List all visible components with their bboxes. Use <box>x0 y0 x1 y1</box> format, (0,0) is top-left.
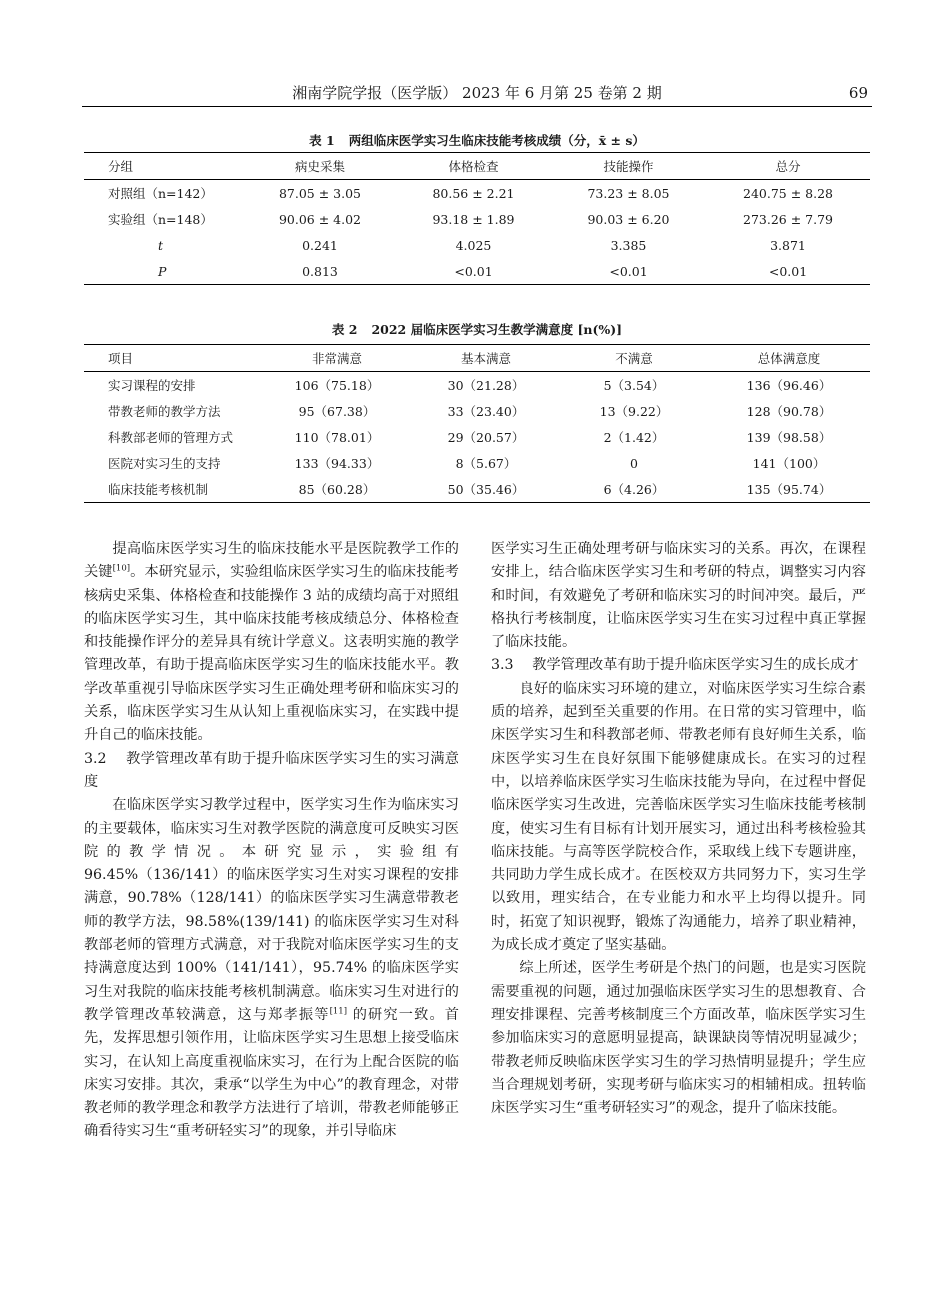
table-cell: 50（35.46） <box>412 476 560 503</box>
table2-header-row <box>84 345 870 372</box>
table2-header-cell: 基本满意 <box>412 345 560 372</box>
table1-header-cell: 分组 <box>84 153 244 180</box>
table-cell: 273.26 ± 7.79 <box>743 211 833 227</box>
table-row <box>84 232 870 258</box>
running-header <box>82 80 872 107</box>
table-cell: 106（75.18） <box>294 378 380 393</box>
table-cell: 医院对实习生的支持 <box>108 456 221 471</box>
table1-header-row <box>84 153 870 180</box>
table-cell: 30（21.28） <box>447 378 525 393</box>
right-column <box>491 538 866 1120</box>
table-cell: 0.241 <box>302 237 338 253</box>
table-cell: 85（60.28） <box>262 476 412 503</box>
table1-header-cell: 病史采集 <box>244 153 396 180</box>
table-cell: 90.06 ± 4.02 <box>278 211 362 227</box>
paragraph: 良好的临床实习环境的建立，对临床医学实习生综合素质的培养，起到至关重要的作用。在日常的实习管理中，临床医学实习生和科教部老师、带教老师有良好师生关系，临床医学实习生在良好氛围下能够健康成长。在实习的过程中，以培养临床医学实习生临床技能为导向，在过程中督促临床医学实习生改进，完善临床医学实习生临床技能考核制度，使实习生有目标有计划开展实习，通过出科考核检验其临床技能。与高等医学院校合作，采取线上线下专题讲座，共同助力学生成长成才。在医校双方共同努力下，实习生学以致用，理实结合，在专业能力和水平上均得以提升。同时，拓宽了知识视野，锻炼了沟通能力，培养了职业精神，为成长成才奠定了坚实基础。 <box>491 680 866 954</box>
table-cell: <0.01 <box>551 258 706 285</box>
table1-header-cell: 总分 <box>706 153 870 180</box>
table2-caption <box>82 320 872 338</box>
citation-ref: [10] <box>112 563 131 574</box>
table-cell: P <box>84 258 244 285</box>
journal-title: 湘南学院学报（医学版） 2023 年 6 月第 25 卷第 2 期 <box>292 84 662 102</box>
table-row <box>84 476 870 503</box>
table-cell: 90.03 ± 6.20 <box>587 211 670 227</box>
table-cell: t <box>158 237 164 253</box>
table2-caption-text: 2022 届临床医学实习生教学满意度 [n(%)] <box>371 322 623 337</box>
table-cell: 8（5.67） <box>455 456 517 471</box>
table1-caption <box>82 131 872 149</box>
table-cell: 带教老师的教学方法 <box>108 404 221 419</box>
table-row <box>84 180 870 207</box>
table2-header-cell: 非常满意 <box>262 345 412 372</box>
paragraph: 综上所述，医学生考研是个热门的问题，也是实习医院需要重视的问题，通过加强临床医学实习生的思想教育、合理安排课程、完善考核制度三个方面改革，临床医学实习生参加临床实习的意愿明显提高，缺课缺岗等情况明显减少；带教老师反映临床医学实习生的学习热情明显提升；学生应当合理规划考研，实现考研与临床实习的相辅相成。扭转临床医学实习生“重考研轻实习”的观念，提升了临床技能。 <box>491 960 866 1117</box>
table-cell: 3.385 <box>610 237 647 253</box>
section-heading-3-2: 3.2 教学管理改革有助于提升临床医学实习生的实习满意度 <box>84 750 459 790</box>
table-cell: <0.01 <box>396 258 551 285</box>
table2-label: 表 2 <box>331 322 358 337</box>
left-column <box>84 538 459 1144</box>
table-cell: 6（4.26） <box>560 476 708 503</box>
table-cell: 29（20.57） <box>447 430 525 445</box>
page-number: 69 <box>848 84 868 102</box>
table-row <box>84 206 870 232</box>
table1 <box>84 152 870 285</box>
table-cell: 5（3.54） <box>603 378 665 393</box>
table-cell: 33（23.40） <box>447 404 525 419</box>
table2 <box>84 344 870 503</box>
table-cell: 73.23 ± 8.05 <box>587 185 670 201</box>
table1-label: 表 1 <box>309 133 335 148</box>
table-cell: 139（98.58） <box>746 430 832 445</box>
table-cell: 0 <box>630 455 638 471</box>
table-cell: 133（94.33） <box>294 456 380 471</box>
table-cell: 实验组（n=148） <box>108 212 213 227</box>
table-cell: 2（1.42） <box>603 430 665 445</box>
table-cell: 0.813 <box>244 258 396 285</box>
table1-caption-text: 两组临床医学实习生临床技能考核成绩（分，x̄ ± s） <box>348 133 645 148</box>
table-cell: 135（95.74） <box>708 476 870 503</box>
paragraph-continued: 医学实习生正确处理考研与临床实习的关系。再次，在课程安排上，结合临床医学实习生和考研的特点，调整实习内容和时间，有效避免了考研和临床实习的时间冲突。最后，严格执行考核制度，让临床医学实习生在实习过程中真正掌握了临床技能。 <box>491 541 866 651</box>
table-row <box>84 372 870 399</box>
table-row <box>84 258 870 285</box>
table-cell: 95（67.38） <box>298 404 376 419</box>
table-cell: 实习课程的安排 <box>108 378 196 393</box>
table2-header-cell: 总体满意度 <box>708 345 870 372</box>
table1-header-cell: 技能操作 <box>551 153 706 180</box>
table-cell: 128（90.78） <box>746 404 832 419</box>
table-cell: 13（9.22） <box>599 404 669 419</box>
table-cell: 4.025 <box>455 237 492 253</box>
table2-header-cell: 项目 <box>84 345 262 372</box>
table-row <box>84 398 870 424</box>
table-cell: 136（96.46） <box>746 378 832 393</box>
table-cell: 93.18 ± 1.89 <box>432 211 515 227</box>
section-heading-3-3: 3.3 教学管理改革有助于提升临床医学实习生的成长成才 <box>491 657 859 674</box>
citation-ref: [11] <box>329 1006 348 1017</box>
table-cell: 80.56 ± 2.21 <box>432 185 515 201</box>
table-row <box>84 424 870 450</box>
table-cell: 临床技能考核机制 <box>84 476 262 503</box>
table-cell: 3.871 <box>770 237 806 253</box>
table-cell: 110（78.01） <box>294 430 380 445</box>
paragraph: 在临床医学实习教学过程中，医学实习生作为临床实习的主要载体，临床实习生对教学医院的满意度可反映实习医院的教学情况。本研究显示，实验组有 96.45%（136/141）的临床医学实习生对实习课程的安排满意，90.78%（128/141）的临床医学实习生满意带教老师的教学方法，98.58%(139/141) 的临床医学实习生对科教部老师的管理方式满意，对于我院对临床医学实习生的支持满意度达到 100%（141/141），95.74% 的临床医学实习生对我院的临床技能考核机制满意。临床实习生对进行的教学管理改革较满意，这与郑孝振等[11] 的研究一致。首先，发挥思想引领作用，让临床医学实习生思想上接受临床实习，在认知上高度重视临床实习，在行为上配合医院的临床实习安排。其次，秉承“以学生为中心”的教育理念，对带教老师的教学理念和教学方法进行了培训，带教老师能够正确看待实习生“重考研轻实习”的现象，并引导临床 <box>84 797 459 1140</box>
table-row <box>84 450 870 476</box>
table-cell: <0.01 <box>706 258 870 285</box>
table-cell: 87.05 ± 3.05 <box>278 185 362 201</box>
table-cell: 对照组（n=142） <box>108 186 213 201</box>
table2-header-cell: 不满意 <box>560 345 708 372</box>
table-cell: 240.75 ± 8.28 <box>743 185 833 201</box>
table1-header-cell: 体格检查 <box>396 153 551 180</box>
table-cell: 141（100） <box>752 456 826 471</box>
paragraph: 提高临床医学实习生的临床技能水平是医院教学工作的关键[10]。本研究显示，实验组临床医学实习生的临床技能考核病史采集、体格检查和技能操作 3 站的成绩均高于对照组的临床医学实习生，其中临床技能考核成绩总分、体格检查和技能操作评分的差异具有统计学意义。这表明实施的教学管理改革，有助于提高临床医学实习生的临床技能水平。教学改革重视引导临床医学实习生正确处理考研和临床实习的关系，临床医学实习生从认知上重视临床实习，在实践中提升自己的临床技能。 <box>84 541 459 744</box>
table-cell: 科教部老师的管理方式 <box>108 430 234 445</box>
